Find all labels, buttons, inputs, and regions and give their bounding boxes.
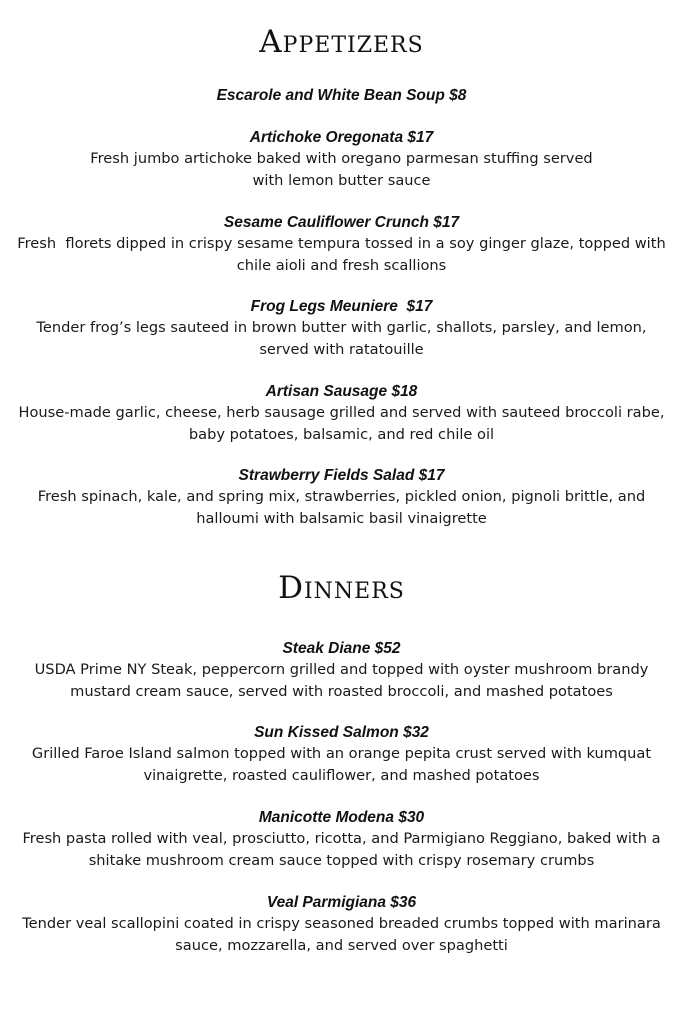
item-description-line: Fresh spinach, kale, and spring mix, strawberries, pickled onion, pignoli brittle, and xyxy=(37,488,646,505)
item-description xyxy=(0,317,683,360)
item-description-line: Grilled Faroe Island salmon topped with an orange pepita crust served with kumquat xyxy=(31,745,652,762)
item-description-line: Tender frog’s legs sauteed in brown butter with garlic, shallots, parsley, and lemon, xyxy=(36,319,647,336)
item-description-line: Fresh florets dipped in crispy sesame tempura tossed in a soy ginger glaze, topped with xyxy=(17,235,666,252)
menu-item xyxy=(0,296,683,360)
item-description-line: with lemon butter sauce xyxy=(252,171,431,189)
menu-item xyxy=(0,892,683,956)
item-name: Veal Parmigiana $36 xyxy=(266,894,417,911)
item-description-line: baby potatoes, balsamic, and red chile oil xyxy=(188,425,495,443)
item-description-line: mustard cream sauce, served with roasted broccoli, and mashed potatoes xyxy=(70,682,613,700)
item-description-line: served with ratatouille xyxy=(259,340,424,358)
item-description-line: Tender veal scallopini coated in crispy seasoned breaded crumbs topped with marinara xyxy=(22,915,661,932)
item-description xyxy=(0,486,683,529)
appetizers-heading: Appetizers xyxy=(259,24,424,60)
dinners-heading: Dinners xyxy=(278,570,405,606)
item-description xyxy=(0,913,683,956)
item-name: Manicotte Modena $30 xyxy=(258,809,425,826)
menu-item xyxy=(0,465,683,529)
menu-item xyxy=(0,85,683,106)
item-description xyxy=(0,659,683,702)
item-description xyxy=(0,743,683,786)
item-name: Frog Legs Meuniere $17 xyxy=(250,298,433,315)
menu-item xyxy=(0,381,683,445)
item-description-line: House-made garlic, cheese, herb sausage grilled and served with sauteed broccoli rabe, xyxy=(18,404,665,421)
item-name: Artisan Sausage $18 xyxy=(265,383,418,400)
menu-item xyxy=(0,638,683,702)
item-description-line: sauce, mozzarella, and served over spaghetti xyxy=(175,936,508,954)
menu-item xyxy=(0,127,683,191)
item-name: Escarole and White Bean Soup $8 xyxy=(216,87,467,104)
item-description xyxy=(0,402,683,445)
item-description xyxy=(0,828,683,871)
item-description xyxy=(0,148,683,191)
item-description-line: shitake mushroom cream sauce topped with crispy rosemary crumbs xyxy=(88,851,595,869)
menu-item xyxy=(0,722,683,786)
item-description-line: halloumi with balsamic basil vinaigrette xyxy=(196,509,487,527)
item-name: Strawberry Fields Salad $17 xyxy=(238,467,445,484)
item-description-line: vinaigrette, roasted cauliflower, and mashed potatoes xyxy=(143,766,540,784)
item-name: Artichoke Oregonata $17 xyxy=(249,129,434,146)
item-name: Sun Kissed Salmon $32 xyxy=(254,724,429,741)
menu-item xyxy=(0,212,683,276)
item-description-line: Fresh jumbo artichoke baked with oregano parmesan stuffing served xyxy=(90,150,593,167)
menu-item xyxy=(0,807,683,871)
item-name: Steak Diane $52 xyxy=(282,640,401,657)
item-description xyxy=(0,233,683,276)
item-description-line: USDA Prime NY Steak, peppercorn grilled and topped with oyster mushroom brandy xyxy=(34,661,649,678)
item-description-line: Fresh pasta rolled with veal, prosciutto, ricotta, and Parmigiano Reggiano, baked with a xyxy=(22,830,661,847)
item-name: Sesame Cauliflower Crunch $17 xyxy=(223,214,460,231)
item-description-line: chile aioli and fresh scallions xyxy=(236,256,447,274)
